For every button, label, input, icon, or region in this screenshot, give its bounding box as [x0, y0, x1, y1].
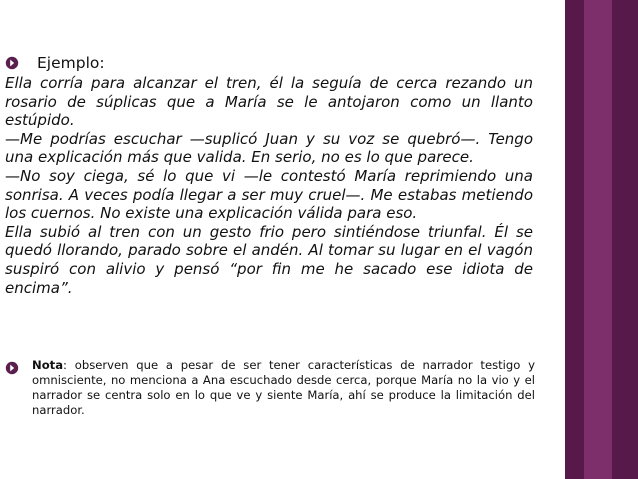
note-text	[32, 358, 535, 418]
example-paragraph: Ella corría para alcanzar el tren, él la seguía de cerca rezando un rosario de súplicas que a María se le antojaron como un llanto estúpido.	[5, 74, 533, 130]
example-paragraph: —Me podrías escuchar —suplicó Juan y su voz se quebró—. Tengo una explicación más que valida. En serio, no es lo que parece.	[5, 129, 533, 167]
note-label: Nota	[32, 358, 64, 372]
circled-arrow-right-icon	[5, 361, 19, 375]
decorative-side-band	[565, 0, 638, 479]
circled-arrow-right-icon	[5, 56, 19, 70]
example-paragraph: —No soy ciega, sé lo que vi —le contestó María reprimiendo una sonrisa. A veces podía llegar a ser muy cruel—. Me estabas metiendo los cuernos. No existe una explicación válida para eso.	[5, 166, 533, 223]
note-body: : observen que a pesar de ser tener características de narrador testigo y omnisciente, no menciona a Ana escuchado desde cerca, porque María no la vio y el narrador se centra solo en lo que ve y siente María, ahí se produce la limitación del narrador.	[32, 358, 535, 417]
example-paragraph: Ella subió al tren con un gesto frio pero sintiéndose triunfal. Él se quedó llorando, parado sobre el andén. Al tomar su lugar en el vagón suspiró con alivio y pensó “por fin me he sacado ese idiota de encima”.	[5, 222, 533, 297]
heading-bullet-item	[5, 52, 545, 74]
example-text-block	[5, 74, 533, 297]
heading-text: Ejemplo:	[37, 54, 105, 72]
decorative-side-stripe	[584, 0, 612, 479]
note-bullet-item	[5, 358, 535, 418]
